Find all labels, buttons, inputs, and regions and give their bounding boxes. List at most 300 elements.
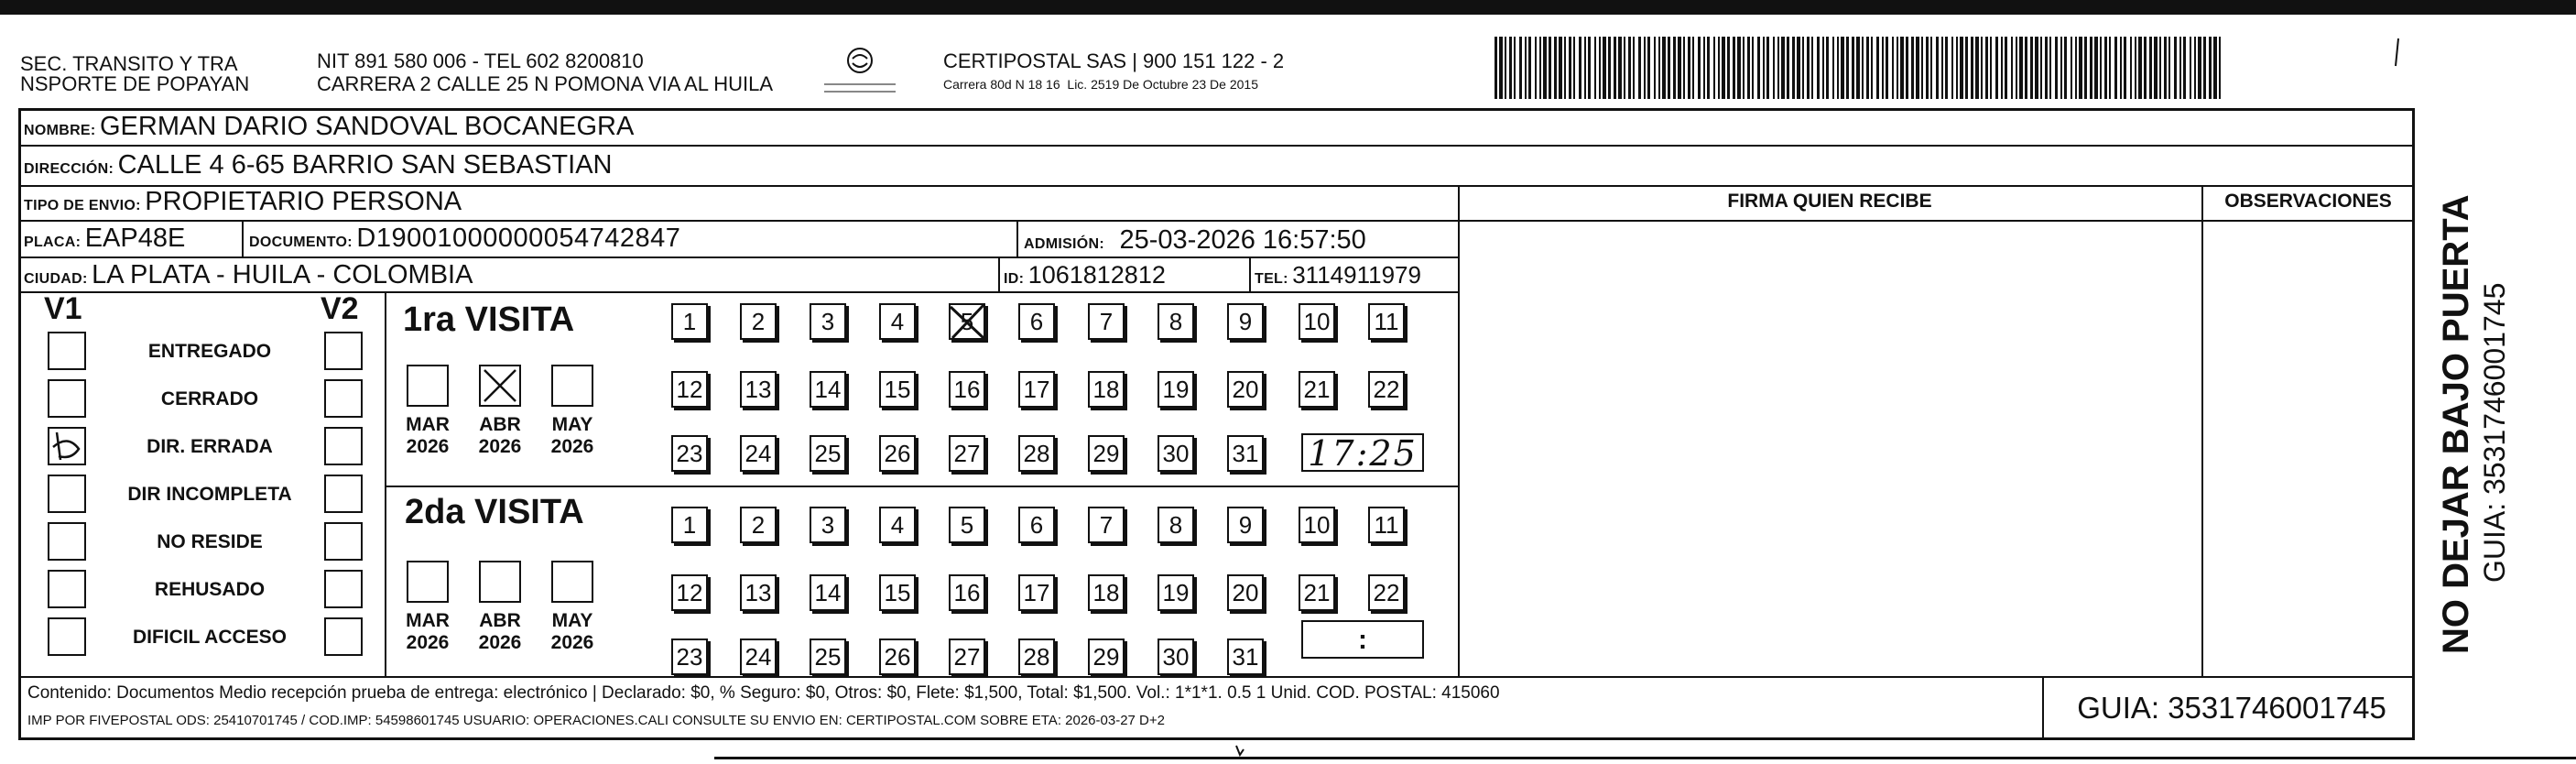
barcode-bar: [1603, 37, 1606, 99]
barcode-bar: [1900, 37, 1904, 99]
visit2-day-18[interactable]: 18: [1088, 574, 1125, 611]
barcode-bar: [1683, 37, 1685, 99]
x-mark-icon: [481, 366, 519, 405]
barcode-bar: [1678, 37, 1681, 99]
barcode-bar: [1528, 37, 1531, 99]
barcode-bar: [1960, 37, 1963, 99]
barcode-bar: [1554, 37, 1557, 99]
visit1-day-11[interactable]: 11: [1368, 303, 1405, 340]
barcode-bar: [2164, 37, 2167, 99]
visit2-month-name: MAY: [551, 610, 593, 631]
v2-checkbox[interactable]: [324, 570, 363, 608]
visit1-day-16[interactable]: 16: [949, 371, 985, 408]
barcode-bar: [2120, 37, 2122, 99]
barcode-bar: [2109, 37, 2111, 99]
barcode-bar: [2025, 37, 2027, 99]
visit-divider: [385, 486, 1458, 487]
barcode-bar: [2001, 37, 2003, 99]
status-label: ENTREGADO: [147, 341, 272, 362]
visit1-month-name: MAR: [406, 414, 450, 435]
barcode-bar: [1897, 37, 1898, 99]
barcode-bar: [1921, 37, 1923, 99]
tel-label: TEL:: [1255, 271, 1288, 287]
barcode-bar: [1564, 37, 1566, 99]
x-mark-icon: [947, 301, 987, 342]
pen-mark: [1234, 744, 1245, 757]
barcode-bar: [1658, 37, 1660, 99]
visit1-day-6[interactable]: 6: [1018, 303, 1055, 340]
barcode-bar: [1995, 37, 1998, 99]
visit2-day-11[interactable]: 11: [1368, 507, 1405, 543]
barcode-bar: [1688, 37, 1690, 99]
visit2-time-box: [1301, 620, 1424, 659]
visit2-day-15[interactable]: 15: [879, 574, 916, 611]
visit2-day-31[interactable]: 31: [1227, 638, 1264, 675]
admision-label: ADMISIÓN:: [1024, 236, 1105, 252]
sender-nit: NIT 891 580 006 - TEL 602 8200810: [317, 49, 644, 72]
barcode-bar: [1971, 37, 1973, 99]
column-divider: [998, 256, 1000, 291]
footer-print-line: IMP POR FIVEPOSTAL ODS: 25410701745 / COD.IMP: 54598601745 USUARIO: OPERACIONES.CALI CONSULTE SU ENVIO EN: CERTIPOSTAL.COM SOBRE ETA: 2026-03-27 D+2: [27, 713, 1165, 728]
barcode-bar: [2094, 37, 2098, 99]
visit2-day-29[interactable]: 29: [1088, 638, 1125, 675]
barcode-bar: [1722, 37, 1725, 99]
column-divider: [1016, 220, 1018, 256]
barcode-bar: [2154, 37, 2158, 99]
visit1-day-21[interactable]: 21: [1299, 371, 1335, 408]
barcode-bar: [2159, 37, 2161, 99]
barcode-bar: [2084, 37, 2087, 99]
visit1-month-label: [473, 414, 527, 458]
barcode-bar: [1692, 37, 1694, 99]
barcode: [1495, 37, 2227, 99]
visit2-month-box[interactable]: [407, 561, 449, 603]
visit1-day-23[interactable]: 23: [671, 435, 708, 472]
id-label: ID:: [1004, 271, 1025, 287]
admision-field: [1024, 222, 1366, 258]
visit2-month-box[interactable]: [479, 561, 521, 603]
barcode-bar: [1837, 37, 1839, 99]
v1-checkbox[interactable]: [48, 379, 86, 418]
barcode-bar: [2168, 37, 2170, 99]
visit2-day-10[interactable]: 10: [1299, 507, 1335, 543]
barcode-bar: [1911, 37, 1914, 99]
visit1-day-2[interactable]: 2: [740, 303, 777, 340]
visit2-month-year: 2026: [406, 632, 450, 653]
barcode-bar: [1826, 37, 1829, 99]
barcode-bar: [1514, 37, 1516, 99]
visit2-day-4[interactable]: 4: [879, 507, 916, 543]
row-divider: [18, 676, 2415, 678]
barcode-bar: [1777, 37, 1779, 99]
firma-label: FIRMA QUIEN RECIBE: [1727, 191, 1932, 212]
tel-value: 3114911979: [1292, 261, 1421, 289]
visit1-month-name: ABR: [479, 414, 521, 435]
v1-checkbox[interactable]: [48, 617, 86, 656]
barcode-bar: [1737, 37, 1741, 99]
barcode-bar: [1892, 37, 1894, 99]
barcode-bar: [1787, 37, 1789, 99]
barcode-bar: [1624, 37, 1625, 99]
direccion-label: DIRECCIÓN:: [24, 161, 114, 177]
barcode-bar: [1569, 37, 1571, 99]
visit1-day-27[interactable]: 27: [949, 435, 985, 472]
visit1-day-1[interactable]: 1: [671, 303, 708, 340]
visit2-day-1[interactable]: 1: [671, 507, 708, 543]
visit1-month-label: [545, 414, 600, 458]
visit1-day-28[interactable]: 28: [1018, 435, 1055, 472]
barcode-bar: [1698, 37, 1701, 99]
barcode-bar: [1763, 37, 1765, 99]
v2-checkbox[interactable]: [324, 475, 363, 513]
barcode-bar: [2183, 37, 2186, 99]
barcode-bar: [1647, 37, 1650, 99]
barcode-bar: [2005, 37, 2007, 99]
v1-checkbox[interactable]: [48, 475, 86, 513]
barcode-bar: [1584, 37, 1586, 99]
v1-checkbox[interactable]: [48, 427, 86, 465]
row-divider: [1458, 220, 2415, 222]
visit2-day-2[interactable]: 2: [740, 507, 777, 543]
placa-value: EAP48E: [84, 224, 186, 253]
v1-checkbox[interactable]: [48, 522, 86, 561]
direccion-field: [24, 147, 613, 183]
column-divider: [1458, 185, 1460, 676]
visit2-day-12[interactable]: 12: [671, 574, 708, 611]
visit1-day-20[interactable]: 20: [1227, 371, 1264, 408]
visit1-month-box[interactable]: [407, 365, 449, 407]
v2-checkbox[interactable]: [324, 522, 363, 561]
ciudad-label: CIUDAD:: [24, 271, 88, 287]
visit2-day-20[interactable]: 20: [1227, 574, 1264, 611]
barcode-bar: [1594, 37, 1596, 99]
visit1-day-9[interactable]: 9: [1227, 303, 1264, 340]
barcode-bar: [1638, 37, 1641, 99]
tipo-envio-label: TIPO DE ENVIO:: [24, 198, 141, 213]
visit1-day-10[interactable]: 10: [1299, 303, 1335, 340]
barcode-bar: [2104, 37, 2107, 99]
barcode-bar: [1633, 37, 1635, 99]
visit1-day-5[interactable]: 5: [949, 303, 985, 340]
column-divider: [242, 220, 244, 256]
visit2-day-19[interactable]: 19: [1158, 574, 1194, 611]
visit1-day-29[interactable]: 29: [1088, 435, 1125, 472]
barcode-bar: [1757, 37, 1760, 99]
pen-mark: [2392, 37, 2401, 68]
visit2-month-box[interactable]: [551, 561, 593, 603]
barcode-bar: [1673, 37, 1676, 99]
visit2-month-name: ABR: [479, 610, 521, 631]
visit2-day-24[interactable]: 24: [740, 638, 777, 675]
barcode-bar: [2219, 37, 2221, 99]
v1-checkbox[interactable]: [48, 570, 86, 608]
visit1-day-26[interactable]: 26: [879, 435, 916, 472]
barcode-bar: [1539, 37, 1541, 99]
barcode-bar: [2075, 37, 2077, 99]
barcode-bar: [2035, 37, 2038, 99]
visit2-day-27[interactable]: 27: [949, 638, 985, 675]
barcode-bar: [1871, 37, 1873, 99]
barcode-bar: [2030, 37, 2033, 99]
barcode-bar: [1990, 37, 1992, 99]
barcode-bar: [1852, 37, 1854, 99]
certipostal-logo: [822, 44, 897, 97]
tipo-envio-value: PROPIETARIO PERSONA: [145, 187, 462, 216]
barcode-bar: [1573, 37, 1575, 99]
barcode-bar: [2124, 37, 2126, 99]
visit2-month-label: [545, 610, 600, 654]
visit1-time-box: [1301, 433, 1424, 472]
footer-content-line: Contenido: Documentos Medio recepción prueba de entrega: electrónico | Declarado: $0, % Seguro: $0, Otros: $0, Flete: $1,500, Total: $1,500. Vol.: 1*1*1. 0.5 1 Unid. COD. POSTAL: 415060: [27, 683, 1500, 703]
nombre-field: [24, 108, 634, 145]
visit2-day-26[interactable]: 26: [879, 638, 916, 675]
nombre-value: GERMAN DARIO SANDOVAL BOCANEGRA: [100, 112, 635, 141]
barcode-bar: [1965, 37, 1968, 99]
visit2-day-28[interactable]: 28: [1018, 638, 1055, 675]
visit2-day-6[interactable]: 6: [1018, 507, 1055, 543]
visit2-day-7[interactable]: 7: [1088, 507, 1125, 543]
barcode-bar: [1703, 37, 1705, 99]
barcode-bar: [2011, 37, 2013, 99]
barcode-bar: [1981, 37, 1983, 99]
barcode-bar: [2114, 37, 2117, 99]
v2-checkbox[interactable]: [324, 617, 363, 656]
barcode-bar: [1886, 37, 1888, 99]
placa-label: PLACA:: [24, 235, 82, 250]
barcode-bar: [1628, 37, 1631, 99]
barcode-bar: [2213, 37, 2217, 99]
visit2-month-year: 2026: [478, 632, 522, 653]
visit1-day-3[interactable]: 3: [810, 303, 846, 340]
barcode-bar: [2135, 37, 2136, 99]
company-line: CERTIPOSTAL SAS | 900 151 122 - 2: [943, 49, 1285, 72]
placa-field: [24, 220, 185, 256]
visit1-day-22[interactable]: 22: [1368, 371, 1405, 408]
barcode-bar: [2138, 37, 2142, 99]
barcode-bar: [1856, 37, 1860, 99]
visit1-day-7[interactable]: 7: [1088, 303, 1125, 340]
barcode-bar: [1916, 37, 1919, 99]
tel-field: [1255, 256, 1421, 293]
nombre-label: NOMBRE:: [24, 123, 96, 138]
barcode-bar: [1535, 37, 1537, 99]
visit2-day-25[interactable]: 25: [810, 638, 846, 675]
barcode-bar: [1781, 37, 1785, 99]
barcode-bar: [1811, 37, 1813, 99]
visit1-day-17[interactable]: 17: [1018, 371, 1055, 408]
barcode-bar: [2040, 37, 2042, 99]
visit1-day-18[interactable]: 18: [1088, 371, 1125, 408]
documento-label: DOCUMENTO:: [249, 235, 353, 250]
column-divider: [385, 291, 386, 676]
v2-checkbox[interactable]: [324, 427, 363, 465]
barcode-bar: [1876, 37, 1879, 99]
scan-top-edge: [0, 0, 2576, 15]
column-divider: [2042, 676, 2044, 740]
barcode-bar: [1841, 37, 1844, 99]
barcode-bar: [1614, 37, 1616, 99]
sender-address: CARRERA 2 CALLE 25 N POMONA VIA AL HUILA: [317, 72, 774, 95]
barcode-bar: [1975, 37, 1979, 99]
barcode-bar: [1713, 37, 1715, 99]
barcode-bar: [1936, 37, 1939, 99]
barcode-bar: [2149, 37, 2152, 99]
visit2-month-name: MAR: [406, 610, 450, 631]
v1-label: V1: [44, 291, 82, 326]
visit2-day-3[interactable]: 3: [810, 507, 846, 543]
tipo-envio-field: [24, 183, 462, 220]
observaciones-label: OBSERVACIONES: [2224, 191, 2392, 212]
barcode-bar: [2130, 37, 2132, 99]
barcode-bar: [1733, 37, 1735, 99]
status-label: NO RESIDE: [157, 531, 263, 552]
visit1-month-name: MAY: [551, 414, 593, 435]
visit2-month-year: 2026: [550, 632, 594, 653]
barcode-bar: [1832, 37, 1834, 99]
barcode-bar: [2079, 37, 2082, 99]
barcode-bar: [2194, 37, 2196, 99]
barcode-bar: [1906, 37, 1908, 99]
barcode-bar: [1766, 37, 1769, 99]
visit2-month-label: [400, 610, 455, 654]
barcode-bar: [1773, 37, 1775, 99]
visit2-day-16[interactable]: 16: [949, 574, 985, 611]
footer-guia: GUIA: 3531746001745: [2077, 691, 2386, 725]
visit2-day-9[interactable]: 9: [1227, 507, 1264, 543]
barcode-bar: [2174, 37, 2177, 99]
sender-name-line2: NSPORTE DE POPAYAN: [20, 72, 250, 95]
barcode-bar: [1608, 37, 1611, 99]
handwritten-mark-icon: [49, 429, 84, 464]
visit1-month-box[interactable]: [479, 365, 521, 407]
barcode-bar: [1822, 37, 1824, 99]
barcode-bar: [1802, 37, 1804, 99]
visit2-day-5[interactable]: 5: [949, 507, 985, 543]
v2-checkbox[interactable]: [324, 332, 363, 370]
barcode-bar: [1866, 37, 1869, 99]
status-label: DIR. ERRADA: [147, 436, 273, 457]
visit1-day-30[interactable]: 30: [1158, 435, 1194, 472]
barcode-bar: [1951, 37, 1953, 99]
visit2-day-23[interactable]: 23: [671, 638, 708, 675]
visit2-day-21[interactable]: 21: [1299, 574, 1335, 611]
visit2-day-30[interactable]: 30: [1158, 638, 1194, 675]
visit1-month-year: 2026: [550, 436, 594, 457]
barcode-bar: [1797, 37, 1800, 99]
visit1-day-25[interactable]: 25: [810, 435, 846, 472]
status-label: CERRADO: [160, 388, 259, 409]
id-value: 1061812812: [1027, 261, 1166, 289]
visit2-day-17[interactable]: 17: [1018, 574, 1055, 611]
barcode-bar: [1599, 37, 1601, 99]
visit1-day-12[interactable]: 12: [671, 371, 708, 408]
visit1-day-15[interactable]: 15: [879, 371, 916, 408]
visit2-title: 2da VISITA: [405, 493, 584, 531]
barcode-bar: [2049, 37, 2051, 99]
barcode-bar: [1747, 37, 1750, 99]
visit2-day-13[interactable]: 13: [740, 574, 777, 611]
visit2-month-label: [473, 610, 527, 654]
status-label: REHUSADO: [154, 579, 266, 600]
barcode-bar: [1718, 37, 1720, 99]
barcode-bar: [2198, 37, 2201, 99]
ciudad-field: [24, 256, 473, 293]
guia-vertical: GUIA: 3531746001745: [2478, 282, 2511, 583]
visit1-month-label: [400, 414, 455, 458]
barcode-bar: [2055, 37, 2058, 99]
visit1-day-31[interactable]: 31: [1227, 435, 1264, 472]
visit2-day-22[interactable]: 22: [1368, 574, 1405, 611]
barcode-bar: [1846, 37, 1849, 99]
barcode-bar: [2064, 37, 2067, 99]
barcode-bar: [1985, 37, 1988, 99]
ciudad-value: LA PLATA - HUILA - COLOMBIA: [92, 260, 473, 289]
visit1-day-8[interactable]: 8: [1158, 303, 1194, 340]
visit1-time-value: 17:25: [1308, 433, 1418, 474]
barcode-bar: [2060, 37, 2062, 99]
direccion-value: CALLE 4 6-65 BARRIO SAN SEBASTIAN: [117, 150, 613, 180]
barcode-bar: [1941, 37, 1943, 99]
documento-field: [249, 220, 680, 256]
barcode-bar: [1862, 37, 1864, 99]
barcode-bar: [1588, 37, 1591, 99]
barcode-bar: [1926, 37, 1929, 99]
v1-checkbox[interactable]: [48, 332, 86, 370]
barcode-bar: [1543, 37, 1547, 99]
visit2-day-8[interactable]: 8: [1158, 507, 1194, 543]
documento-value: D19001000000054742847: [356, 224, 681, 253]
barcode-bar: [1549, 37, 1551, 99]
v2-checkbox[interactable]: [324, 379, 363, 418]
barcode-bar: [1668, 37, 1670, 99]
visit1-day-14[interactable]: 14: [810, 371, 846, 408]
visit1-day-24[interactable]: 24: [740, 435, 777, 472]
visit1-day-4[interactable]: 4: [879, 303, 916, 340]
visit1-day-19[interactable]: 19: [1158, 371, 1194, 408]
visit1-month-year: 2026: [406, 436, 450, 457]
barcode-bar: [2045, 37, 2048, 99]
barcode-bar: [1807, 37, 1810, 99]
visit1-month-year: 2026: [478, 436, 522, 457]
barcode-bar: [2090, 37, 2092, 99]
barcode-bar: [1495, 37, 1497, 99]
barcode-bar: [1727, 37, 1730, 99]
barcode-bar: [2179, 37, 2181, 99]
barcode-bar: [1882, 37, 1884, 99]
barcode-bar: [1644, 37, 1646, 99]
visit2-time-value: :: [1358, 625, 1367, 655]
barcode-bar: [1956, 37, 1958, 99]
barcode-bar: [1817, 37, 1820, 99]
visit1-month-box[interactable]: [551, 365, 593, 407]
barcode-bar: [1499, 37, 1503, 99]
barcode-bar: [2209, 37, 2212, 99]
barcode-bar: [1654, 37, 1656, 99]
id-field: [1004, 256, 1166, 293]
status-label: DIFICIL ACCESO: [132, 627, 287, 648]
warning-vertical: NO DEJAR BAJO PUERTA: [2436, 194, 2476, 654]
barcode-bar: [2100, 37, 2102, 99]
visit2-day-14[interactable]: 14: [810, 574, 846, 611]
barcode-bar: [1505, 37, 1506, 99]
visit1-day-13[interactable]: 13: [740, 371, 777, 408]
barcode-bar: [1579, 37, 1581, 99]
barcode-bar: [1743, 37, 1745, 99]
visit1-title: 1ra VISITA: [403, 300, 575, 339]
scan-bottom-line: [714, 757, 2576, 759]
barcode-bar: [2190, 37, 2191, 99]
barcode-bar: [1618, 37, 1622, 99]
